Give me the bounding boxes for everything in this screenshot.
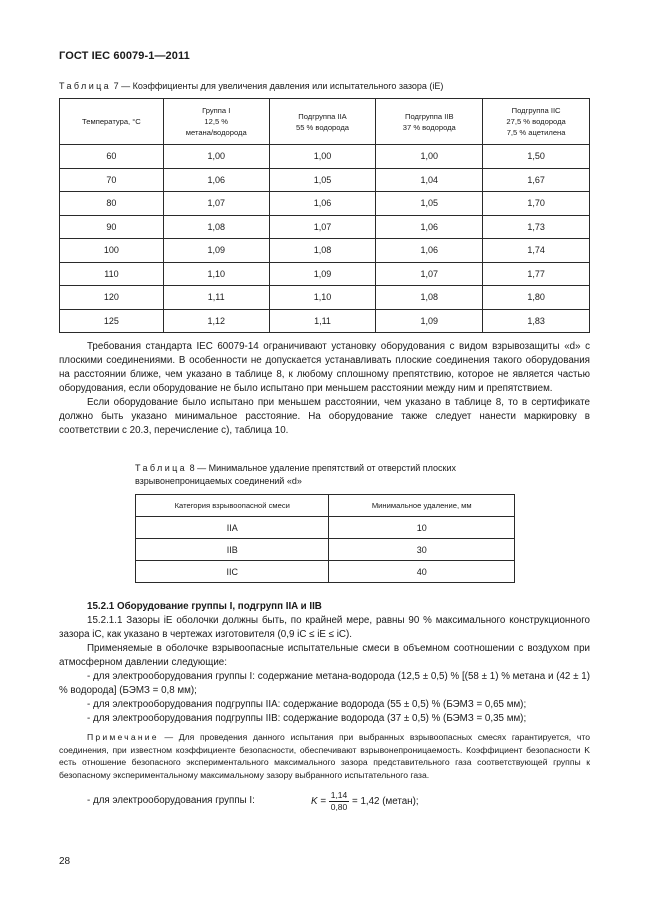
table8-cell: IIB: [136, 539, 329, 561]
body-text-block: [59, 340, 590, 438]
formula-fraction: [329, 790, 350, 813]
table7-row: [60, 215, 590, 239]
table7-cell: 1,00: [269, 145, 376, 169]
table7-header-line: 37 % водорода: [402, 122, 456, 132]
table7-header-line: 7,5 % ацетилена: [506, 128, 566, 137]
table8-cell: 30: [329, 539, 515, 561]
table-7: [59, 98, 590, 333]
table7-cell: 1,06: [269, 192, 376, 216]
table7-header-line: Подгруппа IIC: [511, 106, 561, 115]
table7-row: [60, 262, 590, 286]
table7-header-line: Подгруппа IIB: [405, 111, 454, 121]
table7-cell: 1,11: [163, 286, 269, 310]
formula-denominator: 0,80: [330, 802, 348, 812]
table7-cell: 120: [60, 286, 164, 310]
note-block: [59, 731, 590, 781]
table7-cell: 1,06: [376, 215, 483, 239]
table7-cell: 1,73: [483, 215, 590, 239]
table8-cell: IIA: [136, 517, 329, 539]
table7-cell: 1,09: [163, 239, 269, 263]
table7-cell: 1,70: [483, 192, 590, 216]
table7-cell: 60: [60, 145, 164, 169]
table7-cell: 1,07: [376, 262, 483, 286]
formula-lhs: K =: [311, 796, 326, 808]
table7-cell: 1,04: [376, 168, 483, 192]
table7-cell: 1,83: [483, 309, 590, 333]
formula-label: - для электрооборудования группы I:: [87, 795, 255, 806]
table8-header-row: [136, 495, 515, 517]
table7-cell: 1,10: [163, 262, 269, 286]
table7-row: [60, 192, 590, 216]
table7-cell: 1,74: [483, 239, 590, 263]
table7-cell: 1,12: [163, 309, 269, 333]
table7-row: [60, 145, 590, 169]
table7-cell: 1,09: [376, 309, 483, 333]
table7-row: [60, 286, 590, 310]
table7-cell: 1,08: [163, 215, 269, 239]
table7-row: [60, 309, 590, 333]
table7-cell: 100: [60, 239, 164, 263]
list-item-group-i: - для электрооборудования группы I: содержание метана-водорода (12,5 ± 0,5) % [(58 ± 1) % метана и (42 ± 1) % водорода] (БЭМЗ = 0,8 мм);: [59, 671, 590, 696]
table8-caption-line2: взрывонепроницаемых соединений «d»: [135, 476, 302, 486]
table8-header-cell: Минимальное удаление, мм: [329, 495, 515, 517]
page-number: 28: [59, 856, 71, 867]
table7-cell: 1,00: [376, 145, 483, 169]
paragraph-iec-requirements: Требования стандарта IEC 60079-14 ограничивают установку оборудования с видом взрывозащиты «d» с плоскими соединениями. В особенности не допускается устанавливать плоские соединения такого оборудования на расстоянии ближе, чем указано в таблице 8, к любому сплошному препятствию, которое не является частью оборудования, если оборудование не было испытано при меньшем расстоянии между ним и препятствием.: [59, 341, 590, 394]
paragraph-clearances: 15.2.1.1 Зазоры iE оболочки должны быть, по крайней мере, равны 90 % максимального конструкционного зазора iC, как указано в чертежах изготовителя (0,9 iC ≤ iE ≤ iC).: [59, 615, 590, 640]
table8-row: [136, 539, 515, 561]
section-15-2-1: [59, 600, 590, 726]
table7-header-line: 27,5 % водорода: [506, 117, 566, 126]
table7-header-cell: [163, 99, 269, 145]
table7-cell: 80: [60, 192, 164, 216]
table7-cell: 90: [60, 215, 164, 239]
table8-row: [136, 561, 515, 583]
table7-header-line: метана/водорода: [185, 128, 247, 137]
table7-header-line: Температура, °С: [82, 117, 141, 126]
table7-cell: 1,06: [163, 168, 269, 192]
table7-cell: 1,09: [269, 262, 376, 286]
table7-cell: 70: [60, 168, 164, 192]
table7-cell: 1,80: [483, 286, 590, 310]
table7-header-line: Подгруппа IIA: [298, 111, 347, 121]
table7-caption-label: Таблица: [59, 81, 112, 91]
list-item-subgroup-iia: - для электрооборудования подгруппы IIA: содержание водорода (55 ± 0,5) % (БЭМЗ = 0,65 мм);: [87, 699, 527, 710]
table8-caption-line1: 8 — Минимальное удаление препятствий от отверстий плоских: [189, 463, 457, 473]
table7-cell: 1,05: [376, 192, 483, 216]
table8-cell: 40: [329, 561, 515, 583]
table7-cell: 1,00: [163, 145, 269, 169]
table8-cell: 10: [329, 517, 515, 539]
table7-caption: [59, 81, 443, 91]
table8-header-cell: Категория взрывоопасной смеси: [136, 495, 329, 517]
document-header: ГОСТ IEC 60079-1—2011: [59, 50, 190, 62]
table7-cell: 1,07: [163, 192, 269, 216]
table7-header-row: [60, 99, 590, 145]
list-item-subgroup-iib: - для электрооборудования подгруппы IIB: содержание водорода (37 ± 0,5) % (БЭМЗ = 0,35 мм);: [87, 713, 527, 724]
table7-cell: 110: [60, 262, 164, 286]
note-text: — Для проведения данного испытания при выбранных взрывоопасных смесях гарантируется, что соединения, при известном коэффициенте безопасности, обеспечивают взрывонепроницаемость. Коэффициент безопасности K есть отношение безопасного экспериментального максимального зазора представительного газа соответствующей группы к безопасному экспериментальному максимальному зазору выбранного испытательного газа.: [59, 732, 590, 780]
note-label: Примечание: [87, 732, 159, 742]
table7-cell: 1,50: [483, 145, 590, 169]
table7-cell: 1,08: [269, 239, 376, 263]
table7-cell: 1,67: [483, 168, 590, 192]
table8-row: [136, 517, 515, 539]
table7-header-cell: [483, 99, 590, 145]
paragraph-test-mixtures: Применяемые в оболочке взрывоопасные испытательные смеси в объемном соотношении с воздухом при атмосферном давлении следующие:: [59, 643, 590, 668]
table7-cell: 1,77: [483, 262, 590, 286]
table8-caption-label: Таблица: [135, 463, 188, 473]
formula-rhs: = 1,42 (метан);: [352, 796, 419, 808]
table7-row: [60, 239, 590, 263]
table7-cell: 1,11: [269, 309, 376, 333]
table8-cell: IIC: [136, 561, 329, 583]
table-8: [135, 494, 515, 583]
table8-caption: [135, 462, 456, 488]
table7-header-line: Группа I: [202, 106, 231, 115]
table7-header-line: 12,5 %: [204, 117, 229, 126]
table7-cell: 1,05: [269, 168, 376, 192]
paragraph-tested-distance: Если оборудование было испытано при меньшем расстоянии, чем указано в таблице 8, то в сертификате должно быть указано минимальное расстояние. На оборудование также следует нанести маркировку в соответствии с 20.3, перечисление с), таблица 10.: [59, 397, 590, 436]
table7-header-line: 55 % водорода: [295, 122, 349, 132]
formula-numerator: 1,14: [330, 790, 348, 800]
table7-cell: 125: [60, 309, 164, 333]
section-heading: 15.2.1 Оборудование группы I, подгрупп IIA и IIB: [87, 601, 322, 612]
table7-header-cell: [269, 99, 376, 145]
table7-header-cell: [376, 99, 483, 145]
table7-caption-text: 7 — Коэффициенты для увеличения давления или испытательного зазора (iE): [113, 81, 444, 91]
table7-header-cell: [60, 99, 164, 145]
formula-k: [311, 790, 419, 813]
table7-row: [60, 168, 590, 192]
table7-cell: 1,08: [376, 286, 483, 310]
table7-cell: 1,10: [269, 286, 376, 310]
table7-cell: 1,06: [376, 239, 483, 263]
table7-cell: 1,07: [269, 215, 376, 239]
